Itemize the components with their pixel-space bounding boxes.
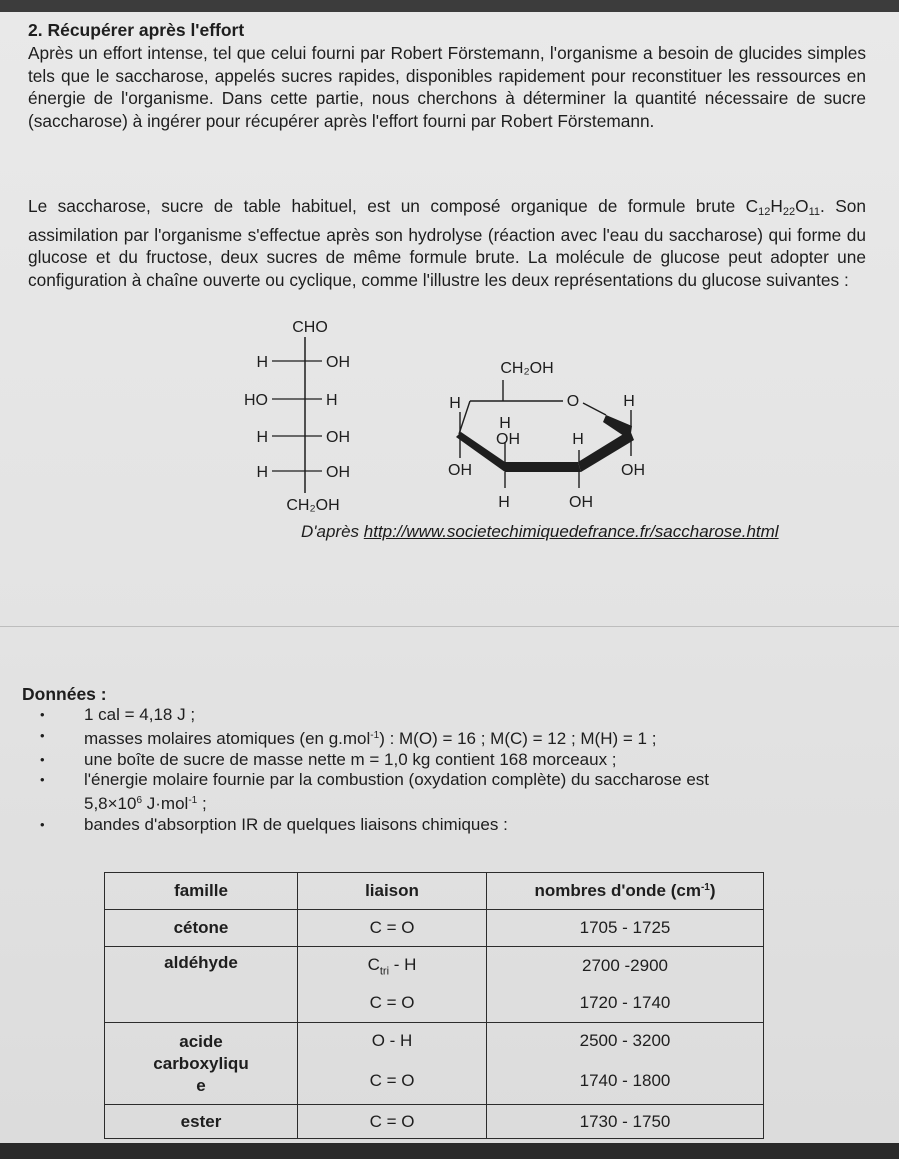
- haworth-ch2oh: CH₂OH: [500, 360, 554, 377]
- p2-part-b: . Son assimilation par l'organisme s'effectue après son hydrolyse (réaction avec l'eau du saccharose) qui forme du glucose et du fructose, deux sucres de même formule brute. La molécule de glucose peut adopter une configuration à chaîne ouverte ou cyclique, comme l'illustre les deux représentations du glucose suivantes :: [28, 196, 866, 290]
- haworth-ring-o-right: [583, 403, 606, 415]
- fischer-row3-left: H: [256, 429, 268, 446]
- haworth-oh-right: OH: [621, 462, 645, 479]
- glucose-open-chain: [244, 319, 350, 514]
- formula-h-sub: 22: [782, 206, 796, 218]
- fischer-row2-left: HO: [244, 392, 268, 409]
- masses-text-a: masses molaires atomiques (en g.mol: [84, 728, 371, 748]
- header-nombres-onde: [487, 873, 764, 910]
- p2-part-a: Le saccharose, sucre de table habituel, est un composé organique de formule brute: [28, 196, 746, 216]
- acide-famille-l2: carboxyliqu: [153, 1053, 249, 1073]
- aldehyde-nombres-2: 1720 - 1740: [487, 985, 764, 1023]
- haworth-oh-bottom: OH: [569, 494, 593, 511]
- header-nombres-exp: -1: [700, 882, 710, 893]
- donnee-ir-intro: • bandes d'absorption IR de quelques liaisons chimiques :: [40, 815, 840, 836]
- header-liaison: liaison: [298, 873, 487, 910]
- formula-c-sub: 12: [758, 206, 771, 218]
- row-cetone: [105, 910, 764, 947]
- masses-text-b: ) : M(O) = 16 ; M(C) = 12 ; M(H) = 1 ;: [379, 728, 657, 748]
- haworth-h-inner: H: [499, 415, 511, 432]
- acide-famille-l1: acide: [179, 1031, 223, 1051]
- donnees-list: [40, 705, 840, 836]
- donnees-title: Données :: [22, 684, 107, 704]
- cetone-liaison: C = O: [298, 910, 487, 947]
- cetone-famille: cétone: [105, 910, 298, 947]
- ir-header-row: [105, 873, 764, 910]
- aldehyde-famille: aldéhyde: [105, 947, 298, 1023]
- donnee-cal: • 1 cal = 4,18 J ;: [40, 705, 840, 726]
- intro-paragraph: Après un effort intense, tel que celui fourni par Robert Förstemann, l'organisme a besoin de glucides simples tels que le saccharose, appelés sucres rapides, disponibles rapidement pour reconstituer les ressources en énergie de l'organisme. Dans cette partie, nous cherchons à déterminer la quantité nécessaire de sucre (saccharose) à ingérer pour récupérer après l'effort fourni par Robert Förstemann.: [28, 43, 866, 131]
- haworth-oh-inner: OH: [496, 431, 520, 448]
- ester-famille: ester: [105, 1105, 298, 1139]
- energy-value: 5,8×10: [84, 794, 137, 814]
- energy-line1: l'énergie molaire fournie par la combustion (oxydation complète) du saccharose est: [84, 770, 710, 790]
- photo-bottom-edge: [0, 1143, 899, 1159]
- aldehyde-liaison-1-a: C: [367, 954, 380, 974]
- aldehyde-nombres-1: 2700 -2900: [487, 947, 764, 985]
- donnee-boite-sucre: • une boîte de sucre de masse nette m = 1,0 kg contient 168 morceaux ;: [40, 750, 840, 771]
- cetone-nombres: 1705 - 1725: [487, 910, 764, 947]
- section-title: 2. Récupérer après l'effort: [28, 20, 245, 40]
- fischer-row2-right: H: [326, 392, 338, 409]
- acide-liaison-2: C = O: [298, 1059, 487, 1105]
- fischer-row1-left: H: [256, 354, 268, 371]
- header-famille: famille: [105, 873, 298, 910]
- acide-liaison-1: O - H: [298, 1023, 487, 1059]
- haworth-h-bottom: H: [498, 494, 510, 511]
- ester-liaison: C = O: [298, 1105, 487, 1139]
- haworth-ring-o: O: [566, 393, 580, 410]
- fischer-bottom-ch2oh: CH₂OH: [286, 497, 340, 514]
- acide-nombres-2: 1740 - 1800: [487, 1059, 764, 1105]
- formula-o-sub: 11: [808, 206, 821, 218]
- acide-famille-l3: e: [196, 1075, 206, 1095]
- donnee-energie-molaire: [40, 770, 840, 815]
- haworth-h-top-right: H: [623, 393, 635, 410]
- aldehyde-liaison-1: [298, 947, 487, 985]
- fischer-row4-right: OH: [326, 464, 350, 481]
- formula-h: H: [770, 196, 783, 216]
- acide-nombres-1: 2500 - 3200: [487, 1023, 764, 1059]
- header-nombres-a: nombres d'onde (cm: [534, 881, 701, 900]
- page-divider: [0, 626, 899, 627]
- aldehyde-liaison-1-sub: tri: [379, 964, 390, 977]
- aldehyde-liaison-1-b: - H: [389, 954, 417, 974]
- fischer-top-cho: CHO: [292, 319, 328, 336]
- row-ester: [105, 1105, 764, 1139]
- ester-nombres: 1730 - 1750: [487, 1105, 764, 1139]
- haworth-ring-bottom: [505, 462, 581, 472]
- aldehyde-liaison-2: C = O: [298, 985, 487, 1023]
- formula-o: O: [795, 196, 809, 216]
- haworth-h-mid: H: [572, 431, 584, 448]
- source-prefix: D'après: [301, 522, 364, 541]
- source-link[interactable]: http://www.societechimiquedefrance.fr/saccharose.html: [363, 522, 779, 541]
- glucose-structures-figure: [0, 0, 899, 560]
- haworth-oh-left: OH: [448, 462, 472, 479]
- haworth-h-top-left: H: [449, 395, 461, 412]
- energy-end: ;: [197, 794, 207, 814]
- fischer-row4-left: H: [256, 464, 268, 481]
- energy-exp: 6: [136, 795, 143, 807]
- fischer-row3-right: OH: [326, 429, 350, 446]
- formula-c: C: [745, 196, 759, 216]
- figure-source: [301, 522, 779, 542]
- donnee-masses-molaires: [40, 726, 840, 750]
- acide-famille: [105, 1023, 298, 1105]
- row-acide-1: [105, 1023, 764, 1059]
- fischer-row1-right: OH: [326, 354, 350, 371]
- energy-unit: J·mol: [142, 794, 189, 814]
- row-aldehyde-1: [105, 947, 764, 985]
- energy-unit-exp: -1: [188, 795, 198, 807]
- ir-absorption-table: [104, 872, 764, 1139]
- glucose-cyclic: [448, 360, 645, 511]
- header-nombres-b: ): [709, 881, 716, 900]
- masses-exp: -1: [370, 729, 380, 741]
